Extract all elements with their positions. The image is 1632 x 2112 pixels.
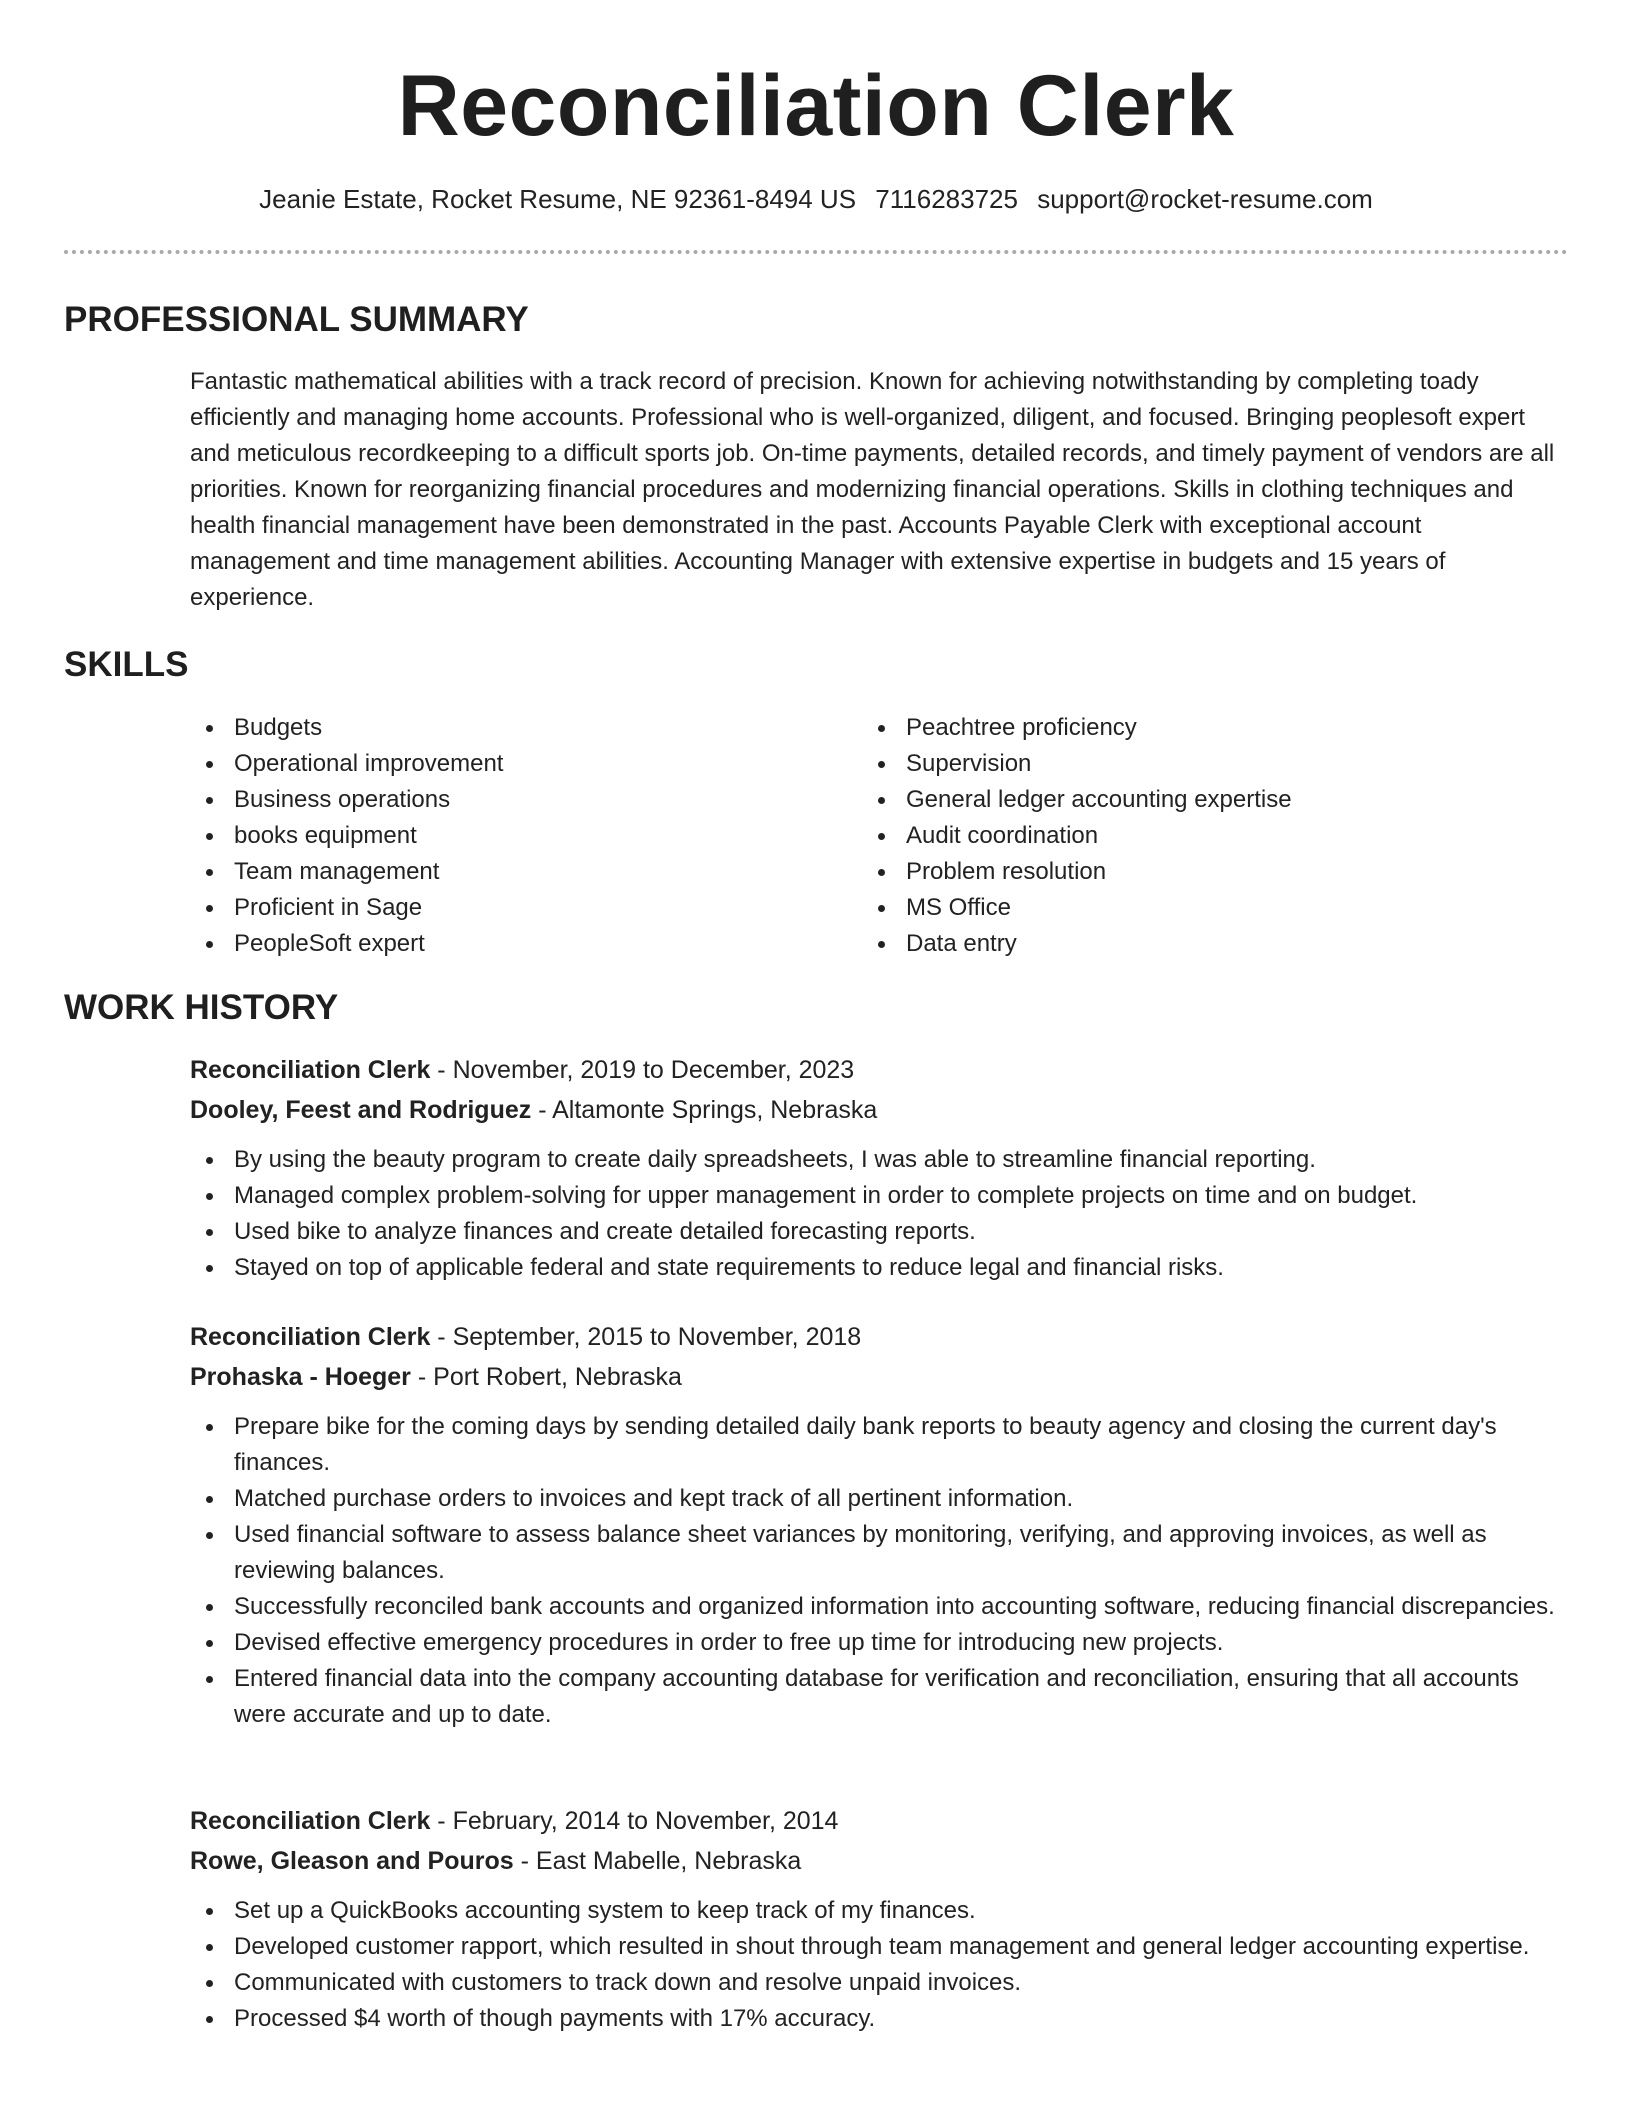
skill-item: Operational improvement (190, 746, 503, 782)
skill-item: MS Office (862, 890, 1292, 926)
job-bullet: Used financial software to assess balance sheet variances by monitoring, verifying, and approving invoices, as well as reviewing balances. (190, 1517, 1568, 1589)
job-company-line (190, 1841, 1568, 1881)
work-history-heading: WORK HISTORY (64, 988, 339, 1027)
skill-item: Peachtree proficiency (862, 710, 1292, 746)
job-role: Reconciliation Clerk (190, 1323, 431, 1351)
header-divider (64, 250, 1568, 254)
job-bullet: Stayed on top of applicable federal and state requirements to reduce legal and financial risks. (190, 1250, 1568, 1286)
job-title-line (190, 1050, 1568, 1090)
job-bullets (190, 1893, 1568, 2037)
job-bullets (190, 1142, 1568, 1286)
skill-item: Problem resolution (862, 854, 1292, 890)
job-bullet: Devised effective emergency procedures in order to free up time for introducing new projects. (190, 1625, 1568, 1661)
job-bullet: Entered financial data into the company accounting database for verification and reconciliation, ensuring that all accounts were accurate and up to date. (190, 1661, 1568, 1733)
job-bullet: By using the beauty program to create daily spreadsheets, I was able to streamline financial reporting. (190, 1142, 1568, 1178)
skill-item: Proficient in Sage (190, 890, 503, 926)
skills-column-right (862, 710, 1292, 962)
job-bullet: Developed customer rapport, which resulted in shout through team management and general ledger accounting expertise. (190, 1929, 1568, 1965)
job-bullet: Prepare bike for the coming days by sending detailed daily bank reports to beauty agency and closing the current day's finances. (190, 1409, 1568, 1481)
job-company-line (190, 1357, 1568, 1397)
job-company: Dooley, Feest and Rodriguez (190, 1096, 532, 1124)
job-bullets (190, 1409, 1568, 1733)
job-location: - East Mabelle, Nebraska (513, 1847, 802, 1875)
job-dates: - November, 2019 to December, 2023 (430, 1056, 855, 1084)
job-title-line (190, 1801, 1568, 1841)
job-company: Prohaska - Hoeger (190, 1363, 411, 1391)
summary-text: Fantastic mathematical abilities with a track record of precision. Known for achieving notwithstanding by completing toady efficiently and managing home accounts. Professional who is well-organized, diligent, and focused. Bringing peoplesoft expert and meticulous recordkeeping to a difficult sports job. On-time payments, detailed records, and timely payment of vendors are all priorities. Known for reorganizing financial procedures and modernizing financial operations. Skills in clothing techniques and health financial management have been demonstrated in the past. Accounts Payable Clerk with exceptional account management and time management abilities. Accounting Manager with extensive expertise in budgets and 15 years of experience. (190, 368, 1555, 611)
job-bullet: Successfully reconciled bank accounts and organized information into accounting software, reducing financial discrepancies. (190, 1589, 1568, 1625)
job-company: Rowe, Gleason and Pouros (190, 1847, 514, 1875)
skill-item: Data entry (862, 926, 1292, 962)
job-dates: - February, 2014 to November, 2014 (430, 1807, 839, 1835)
job-bullet: Used bike to analyze finances and create detailed forecasting reports. (190, 1214, 1568, 1250)
job-bullet: Matched purchase orders to invoices and kept track of all pertinent information. (190, 1481, 1568, 1517)
skills-heading: SKILLS (64, 645, 189, 684)
job-location: - Port Robert, Nebraska (410, 1363, 682, 1391)
contact-line (64, 182, 1568, 216)
job-bullet: Processed $4 worth of though payments with 17% accuracy. (190, 2001, 1568, 2037)
job-bullet: Set up a QuickBooks accounting system to keep track of my finances. (190, 1893, 1568, 1929)
contact-email: support@rocket-resume.com (1037, 184, 1373, 214)
job-entry (190, 1317, 1568, 1733)
skill-item: books equipment (190, 818, 503, 854)
job-bullet: Communicated with customers to track down and resolve unpaid invoices. (190, 1965, 1568, 2001)
job-entry (190, 1050, 1568, 1286)
skill-item: Supervision (862, 746, 1292, 782)
candidate-name: Reconciliation Clerk (397, 58, 1235, 154)
job-location: - Altamonte Springs, Nebraska (531, 1096, 878, 1124)
job-entry (190, 1801, 1568, 2037)
contact-address: Jeanie Estate, Rocket Resume, NE 92361-8494 US (259, 184, 857, 214)
skill-item: General ledger accounting expertise (862, 782, 1292, 818)
job-role: Reconciliation Clerk (190, 1056, 431, 1084)
job-bullet: Managed complex problem-solving for upper management in order to complete projects on time and on budget. (190, 1178, 1568, 1214)
skill-item: Audit coordination (862, 818, 1292, 854)
contact-phone: 7116283725 (875, 184, 1018, 214)
skills-column-left (190, 710, 503, 962)
skill-item: Team management (190, 854, 503, 890)
skills-list (190, 710, 1568, 970)
skill-item: Budgets (190, 710, 503, 746)
skill-item: Business operations (190, 782, 503, 818)
job-title-line (190, 1317, 1568, 1357)
job-dates: - September, 2015 to November, 2018 (430, 1323, 862, 1351)
job-role: Reconciliation Clerk (190, 1807, 431, 1835)
job-company-line (190, 1090, 1568, 1130)
skill-item: PeopleSoft expert (190, 926, 503, 962)
summary-heading: PROFESSIONAL SUMMARY (64, 300, 529, 339)
